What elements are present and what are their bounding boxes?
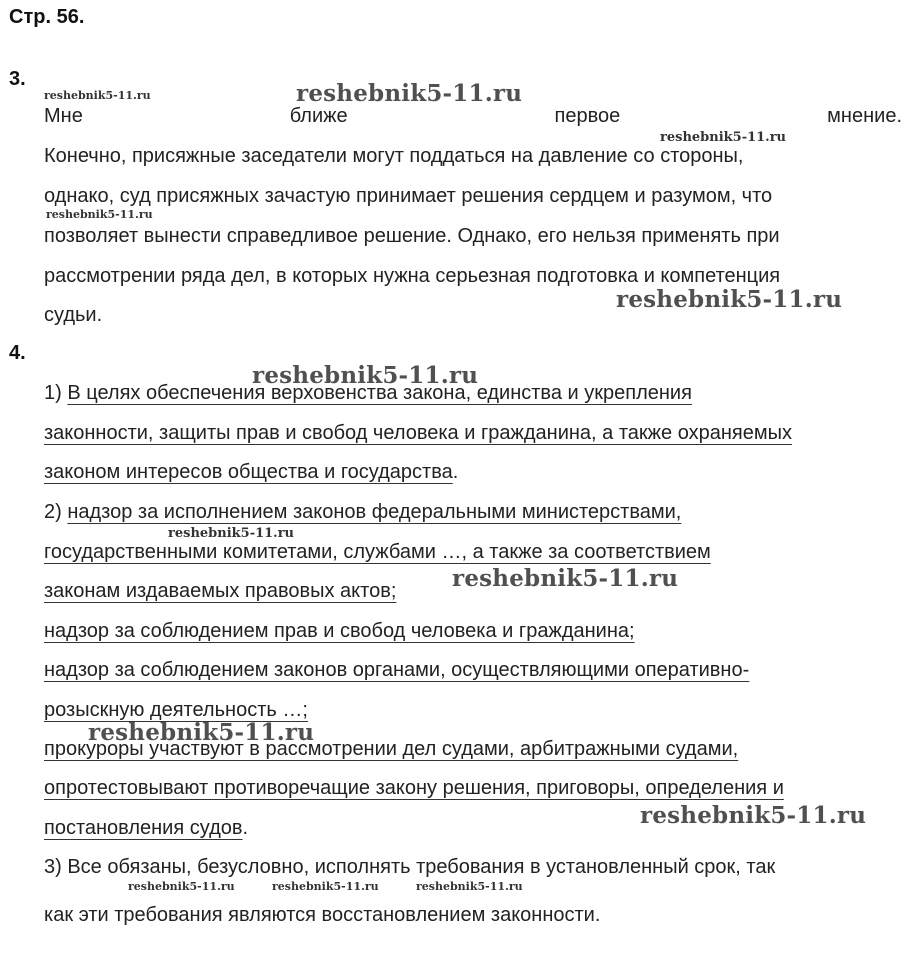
watermark: reshebnik5-11.ru [252,362,479,389]
watermark: reshebnik5-11.ru [168,526,295,541]
item-1-underlined-1: В целях обеспечения верховенства закона, единства и укрепления [67,382,692,404]
watermark: reshebnik5-11.ru [296,80,523,107]
task-3-line-2: Конечно, присяжные заседатели могут поддаться на давление со стороны, [44,145,744,167]
task-4-number: 4. [9,342,26,364]
item-1-prefix: 1) [44,382,68,404]
item-2-underlined-9: постановления судов [44,817,243,839]
watermark: reshebnik5-11.ru [660,130,787,145]
watermark: reshebnik5-11.ru [640,802,867,829]
item-2-underlined-8: опротестовывают противоречащие закону решения, приговоры, определения и [44,777,784,799]
task-3-number: 3. [9,68,26,90]
watermark: reshebnik5-11.ru [44,89,151,102]
task-4-item-2-line-2 [44,540,902,564]
task-3-line-1: Мне ближе первое мнение. [44,105,902,127]
task-4-item-1-line-3 [44,460,902,484]
item-2-underlined-5: надзор за соблюдением законов органами, осуществляющими оперативно- [44,659,750,681]
task-4-item-3-line-1: 3) Все обязаны, безусловно, исполнять требования в установленный срок, так [44,856,776,878]
item-2-underlined-4: надзор за соблюдением прав и свобод человека и гражданина; [44,620,635,642]
watermark: reshebnik5-11.ru [272,880,379,893]
watermark: reshebnik5-11.ru [416,880,523,893]
watermark: reshebnik5-11.ru [128,880,235,893]
item-1-underlined-3: законом интересов общества и государства [44,461,453,483]
item-2-prefix: 2) [44,501,68,523]
task-3-line-3: однако, суд присяжных зачастую принимает решения сердцем и разумом, что [44,185,773,207]
task-4-item-2-line-5 [44,658,902,682]
item-2-underlined-7: прокуроры участвуют в рассмотрении дел судами, арбитражными судами, [44,738,739,760]
item-2-underlined-3: законам издаваемых правовых актов; [44,580,397,602]
task-3-line-4: позволяет вынести справедливое решение. Однако, его нельзя применять при [44,225,780,247]
watermark: reshebnik5-11.ru [88,719,315,746]
page-title: Стр. 56. [9,6,85,28]
item-1-end: . [452,461,459,483]
task-3-line-5: рассмотрении ряда дел, в которых нужна серьезная подготовка и компетенция [44,265,781,287]
task-4-item-2-line-8 [44,776,902,800]
item-2-underlined-6: розыскную деятельность …; [44,699,308,721]
watermark: reshebnik5-11.ru [616,286,843,313]
watermark: reshebnik5-11.ru [46,208,153,221]
task-3-line-6: судьи. [44,304,103,326]
task-4-item-2-line-4 [44,619,902,643]
item-2-end: . [242,817,249,839]
task-4-item-1-line-2 [44,421,902,445]
task-4-item-3-line-2: как эти требования являются восстановлением законности. [44,904,601,926]
item-2-underlined-2: государственными комитетами, службами …, а также за соответствием [44,541,711,563]
watermark: reshebnik5-11.ru [452,565,679,592]
task-4-item-2-line-1 [44,500,902,524]
item-2-underlined-1: надзор за исполнением законов федеральными министерствами, [67,501,682,523]
item-1-underlined-2: законности, защиты прав и свобод человека и гражданина, а также охраняемых [44,422,792,444]
